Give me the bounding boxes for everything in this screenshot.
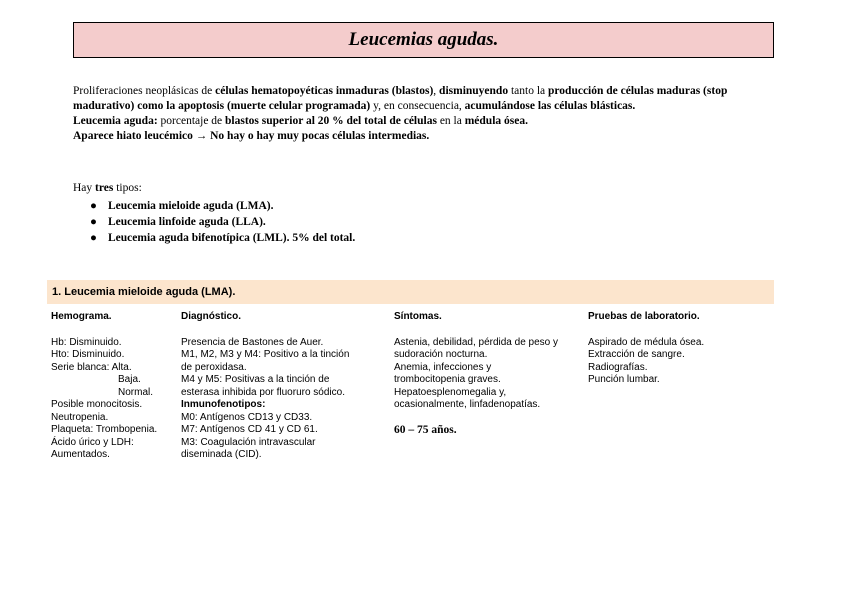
types-label-text: Hay xyxy=(73,182,96,194)
column-heading: Pruebas de laboratorio. xyxy=(588,311,700,322)
list-item-label: Leucemia aguda bifenotípica (LML). 5% del total. xyxy=(108,232,356,244)
column-line: Hb: Disminuido. xyxy=(51,336,122,348)
intro-paragraph-definition xyxy=(73,84,773,114)
types-label-bold: tres xyxy=(95,182,114,194)
bullet-icon: ● xyxy=(90,216,97,228)
column-line: Astenia, debilidad, pérdida de peso y xyxy=(394,336,559,348)
list-item xyxy=(90,230,355,246)
column-line: Inmunofenotipos: xyxy=(181,399,266,410)
intro-text-run: en la xyxy=(436,115,465,127)
column-line: Normal. xyxy=(118,386,154,398)
intro-text-run: y, en consecuencia, xyxy=(370,100,465,112)
intro-text-run: tanto la xyxy=(508,85,548,97)
intro-bold-run: Aparece hiato leucémico → No hay o hay muy pocas células intermedias. xyxy=(73,130,430,142)
column-line: Extracción de sangre. xyxy=(588,349,685,360)
column-line: M4 y M5: Positivas a la tinción de xyxy=(181,374,330,385)
types-label xyxy=(73,182,142,194)
sintomas-column xyxy=(394,311,584,436)
list-item xyxy=(90,198,355,214)
column-heading: Hemograma. xyxy=(51,311,112,322)
document-title: Leucemias agudas. xyxy=(73,22,774,58)
column-line: Anemia, infecciones y xyxy=(394,361,492,373)
diagnostico-column xyxy=(181,311,386,462)
column-line: M3: Coagulación intravascular xyxy=(181,436,316,448)
intro-paragraph-hiato xyxy=(73,129,773,144)
age-range: 60 – 75 años. xyxy=(394,423,457,436)
intro-text xyxy=(73,84,773,144)
types-list xyxy=(90,198,355,246)
column-heading: Síntomas. xyxy=(394,311,442,322)
intro-paragraph-criterion xyxy=(73,114,773,129)
column-line: Radiografías. xyxy=(588,361,648,373)
section-heading: 1. Leucemia mieloide aguda (LMA). xyxy=(47,280,774,304)
column-line: diseminada (CID). xyxy=(181,449,262,460)
intro-text-run: porcentaje de xyxy=(157,115,226,127)
list-item-label: Leucemia linfoide aguda (LLA). xyxy=(108,216,266,228)
intro-text-run: Proliferaciones neoplásicas de xyxy=(73,85,216,97)
column-line: ocasionalmente, linfadenopatías. xyxy=(394,399,541,410)
intro-text-run: , xyxy=(433,85,440,97)
column-line: Aspirado de médula ósea. xyxy=(588,336,705,348)
intro-bold-run: Leucemia aguda: xyxy=(73,115,158,127)
intro-bold-run: producción de células maduras (stop madurativo) como la apoptosis (muerte celular programada) xyxy=(73,85,728,112)
bullet-icon: ● xyxy=(90,232,97,244)
intro-bold-run: disminuyendo xyxy=(439,85,509,97)
column-line: Ácido úrico y LDH: xyxy=(51,436,134,448)
column-line: M1, M2, M3 y M4: Positivo a la tinción xyxy=(181,349,350,360)
column-line: esterasa inhibida por fluoruro sódico. xyxy=(181,386,345,398)
column-line: Baja. xyxy=(118,374,141,385)
hemograma-column xyxy=(51,311,176,462)
types-label-text: tipos: xyxy=(113,182,142,194)
column-line: Punción lumbar. xyxy=(588,374,660,385)
column-line: Hepatoesplenomegalia y, xyxy=(394,386,507,398)
intro-bold-run: médula ósea. xyxy=(464,115,528,127)
column-line: de peroxidasa. xyxy=(181,361,247,373)
column-line: trombocitopenia graves. xyxy=(394,374,501,385)
column-line: M0: Antígenos CD13 y CD33. xyxy=(181,411,313,423)
bullet-icon: ● xyxy=(90,200,97,212)
list-item-label: Leucemia mieloide aguda (LMA). xyxy=(108,200,274,212)
intro-bold-run: blastos superior al 20 % del total de células xyxy=(225,115,437,127)
column-line: Presencia de Bastones de Auer. xyxy=(181,336,324,348)
column-line: M7: Antígenos CD 41 y CD 61. xyxy=(181,424,318,435)
column-line: Plaqueta: Trombopenia. xyxy=(51,424,158,435)
pruebas-column xyxy=(588,311,774,387)
column-line: sudoración nocturna. xyxy=(394,349,488,360)
column-line: Neutropenia. xyxy=(51,411,109,423)
column-line: Aumentados. xyxy=(51,449,110,460)
column-heading: Diagnóstico. xyxy=(181,311,242,322)
intro-bold-run: células hematopoyéticas inmaduras (blastos) xyxy=(215,85,434,97)
column-line: Posible monocitosis. xyxy=(51,399,143,410)
column-line: Serie blanca: Alta. xyxy=(51,361,132,373)
list-item xyxy=(90,214,355,230)
intro-bold-run: acumulándose las células blásticas. xyxy=(464,100,636,112)
column-line: Hto: Disminuido. xyxy=(51,349,125,360)
